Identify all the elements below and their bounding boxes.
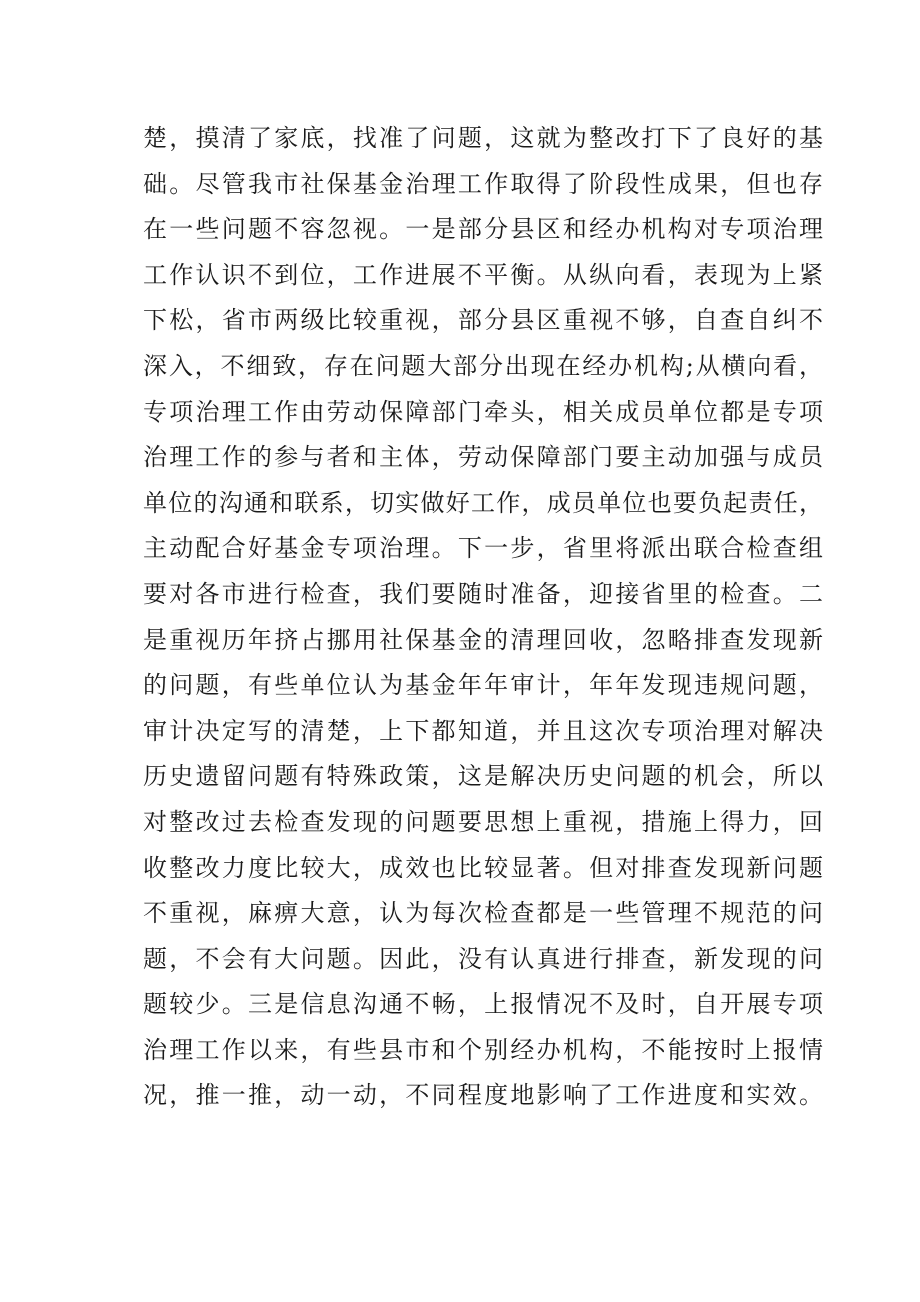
body-paragraph [143, 116, 823, 1119]
text-line-10: 主动配合好基金专项治理。下一步，省里将派出联合检查组 [143, 534, 823, 563]
text-line-3: 在一些问题不容忽视。一是部分县区和经办机构对专项治理 [143, 215, 823, 244]
text-line-11: 要对各市进行检查，我们要随时准备，迎接省里的检查。二 [143, 579, 823, 608]
text-line-20: 题较少。三是信息沟通不畅，上报情况不及时，自开展专项 [143, 990, 823, 1019]
text-line-21: 治理工作以来，有些县市和个别经办机构，不能按时上报情 [143, 1035, 823, 1064]
text-line-15: 历史遗留问题有特殊政策，这是解决历史问题的机会，所以 [143, 762, 823, 791]
text-line-7: 专项治理工作由劳动保障部门牵头，相关成员单位都是专项 [143, 397, 823, 426]
text-line-6: 深入，不细致，存在问题大部分出现在经办机构;从横向看， [143, 351, 823, 380]
text-line-17: 收整改力度比较大，成效也比较显著。但对排查发现新问题 [143, 853, 823, 882]
text-line-9: 单位的沟通和联系，切实做好工作，成员单位也要负起责任， [143, 488, 823, 517]
text-line-18: 不重视，麻痹大意，认为每次检查都是一些管理不规范的问 [143, 899, 823, 928]
text-line-13: 的问题，有些单位认为基金年年审计，年年发现违规问题， [143, 671, 823, 700]
text-line-1: 楚，摸清了家底，找准了问题，这就为整改打下了良好的基 [143, 124, 823, 152]
text-line-12: 是重视历年挤占挪用社保基金的清理回收，忽略排查发现新 [143, 625, 823, 654]
text-line-8: 治理工作的参与者和主体，劳动保障部门要主动加强与成员 [143, 443, 823, 472]
text-line-4: 工作认识不到位，工作进展不平衡。从纵向看，表现为上紧 [143, 260, 823, 289]
text-line-5: 下松，省市两级比较重视，部分县区重视不够，自查自纠不 [143, 306, 823, 335]
text-line-14: 审计决定写的清楚，上下都知道，并且这次专项治理对解决 [143, 716, 823, 745]
text-line-16: 对整改过去检查发现的问题要思想上重视，措施上得力，回 [143, 807, 823, 836]
text-line-2: 础。尽管我市社保基金治理工作取得了阶段性成果，但也存 [143, 169, 823, 198]
text-line-22: 况，推一推，动一动，不同程度地影响了工作进度和实效。 [143, 1081, 823, 1110]
text-line-19: 题，不会有大问题。因此，没有认真进行排查，新发现的问 [143, 944, 823, 973]
